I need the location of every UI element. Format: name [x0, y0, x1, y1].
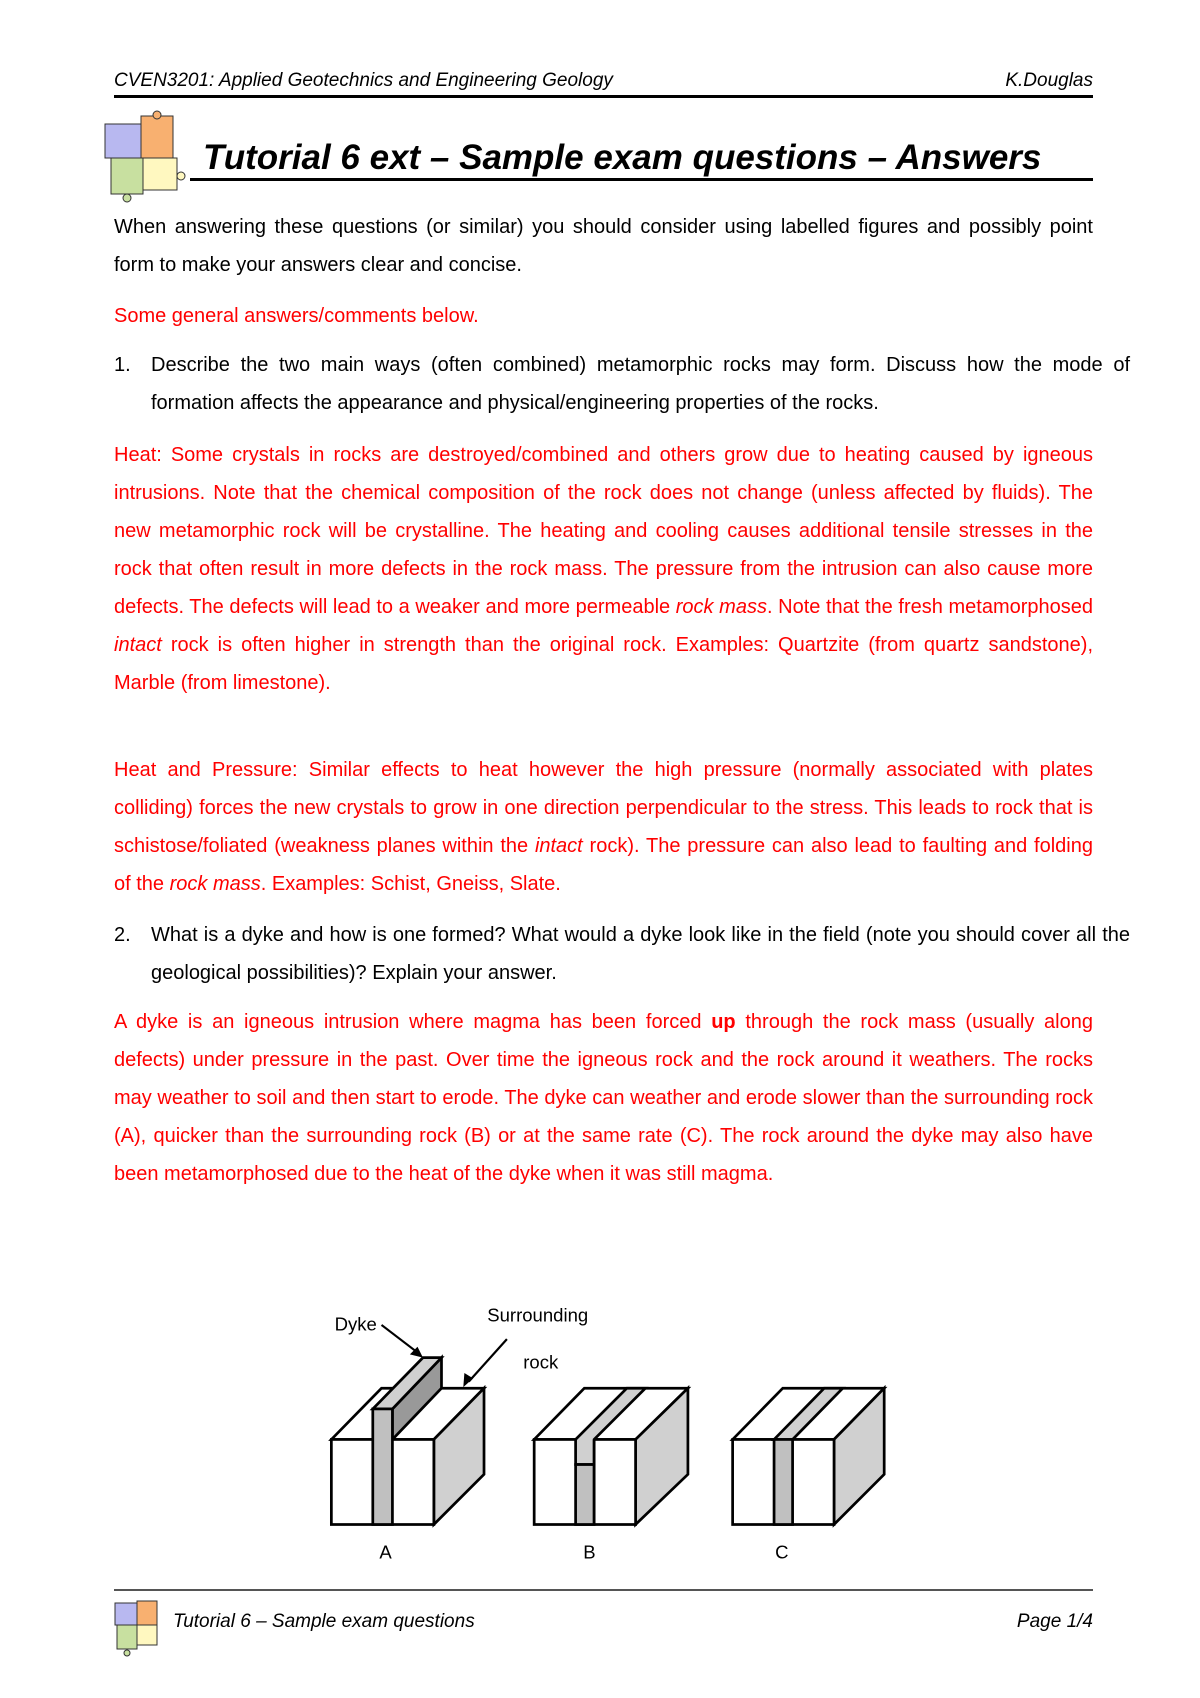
title-underline	[190, 178, 1093, 181]
answer-emphasis: rock mass	[675, 596, 767, 618]
general-note: Some general answers/comments below.	[114, 305, 479, 327]
answer-heat-pressure	[114, 751, 1093, 903]
answer-text: rock). The pressure can also lead to faulting and folding of the	[114, 835, 1093, 895]
label-c: C	[775, 1541, 789, 1563]
answer-emphasis: up	[711, 1011, 736, 1033]
block-a	[331, 1358, 484, 1525]
page-number: Page 1/4	[1016, 1611, 1093, 1632]
header-course: CVEN3201: Applied Geotechnics and Engineering Geology	[114, 70, 613, 91]
answer-text: rock is often higher in strength than the original rock. Examples: Quartzite (from quartz sandstone), Marble (from limestone).	[114, 634, 1093, 694]
answer-emphasis: intact	[534, 835, 583, 857]
question-text: Describe the two main ways (often combined) metamorphic rocks may form. Discuss how the mode of formation affects the appearance and physical/engineering properties of the rocks.	[151, 354, 1130, 414]
header-author: K.Douglas	[1005, 70, 1093, 91]
answer-text: A dyke is an igneous intrusion where magma has been forced	[114, 1011, 712, 1033]
answer-heat	[114, 436, 1093, 702]
dyke-arrow	[382, 1325, 419, 1353]
question-1	[114, 346, 1130, 422]
answer-text: Heat and Pressure: Similar effects to heat however the high pressure (normally associated with plates colliding) forces the new crystals to grow in one direction perpendicular to the stress. This leads to rock that is schistose/foliated (weakness planes within the	[114, 759, 1093, 857]
question-number: 1.	[114, 354, 131, 376]
puzzle-logo-icon	[97, 110, 193, 206]
answer-text: through the rock mass (usually along defects) under pressure in the past. Over time the igneous rock and the rock around it weathers. The rocks may weather to soil and then start to erode. The dyke can weather and erode slower than the surrounding rock (A), quicker than the surrounding rock (B) or at the same rate (C). The rock around the dyke may also have been metamorphosed due to the heat of the dyke when it was still magma.	[114, 1011, 1093, 1185]
puzzle-footer-icon	[111, 1597, 167, 1657]
question-text: What is a dyke and how is one formed? What would a dyke look like in the field (note you should cover all the geological possibilities)? Explain your answer.	[151, 924, 1130, 984]
label-a: A	[379, 1541, 392, 1563]
answer-emphasis: intact	[114, 634, 162, 656]
label-dyke: Dyke	[334, 1313, 377, 1335]
question-2	[114, 916, 1130, 992]
surrounding-arrow	[469, 1339, 507, 1382]
answer-text: . Examples: Schist, Gneiss, Slate.	[260, 873, 561, 895]
label-rock: rock	[523, 1351, 559, 1373]
block-b	[534, 1388, 688, 1524]
header-rule	[114, 95, 1093, 98]
footer-title: Tutorial 6 – Sample exam questions	[173, 1611, 475, 1632]
question-number: 2.	[114, 924, 131, 946]
dyke-figure	[327, 1303, 894, 1565]
page-title: Tutorial 6 ext – Sample exam questions – Answers	[203, 138, 1042, 177]
footer-rule	[114, 1589, 1093, 1591]
label-surrounding: Surrounding	[487, 1304, 589, 1326]
block-c	[733, 1388, 885, 1524]
answer-dyke	[114, 1003, 1093, 1193]
answer-text: Heat: Some crystals in rocks are destroyed/combined and others grow due to heating caused by igneous intrusions. Note that the chemical composition of the rock does not change (unless affected by fluids). The new metamorphic rock will be crystalline. The heating and cooling causes additional tensile stresses in the rock that often result in more defects in the rock mass. The pressure from the intrusion can also cause more defects. The defects will lead to a weaker and more permeable	[114, 444, 1093, 618]
label-b: B	[583, 1541, 596, 1563]
answer-text: . Note that the fresh metamorphosed	[766, 596, 1094, 618]
answer-emphasis: rock mass	[169, 873, 261, 895]
intro-text: When answering these questions (or similar) you should consider using labelled figures and possibly point form to make your answers clear and concise.	[114, 216, 1093, 276]
